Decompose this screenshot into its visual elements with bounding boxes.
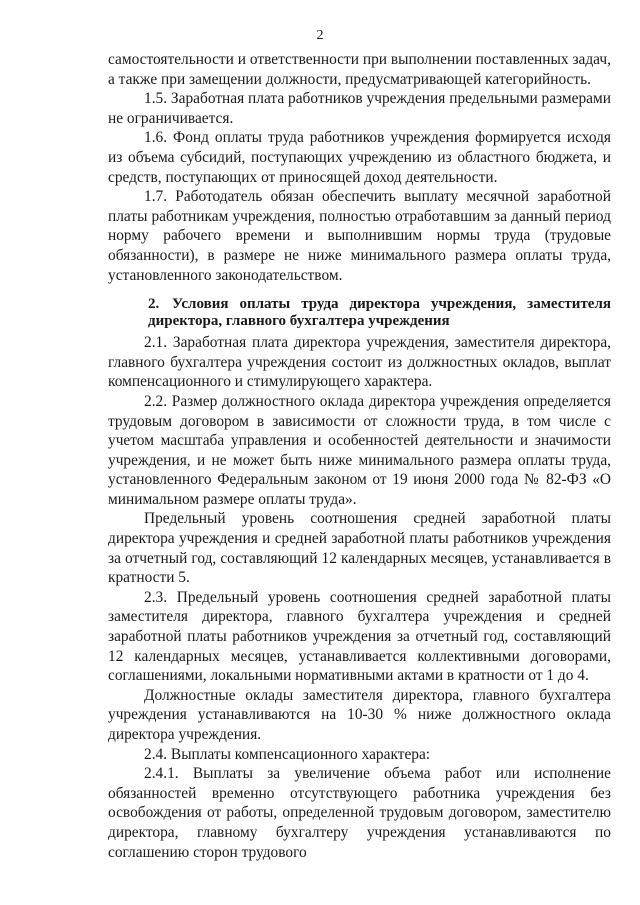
paragraph-2-3: 2.3. Предельный уровень соотношения средней заработной платы заместителя директора, главного бухгалтера учреждения и средней заработной платы работников учреждения за отчетный год, составляющий 12 календарных месяцев, устанавливается коллективными договорами, соглашениями, локальными нормативными актами в кратности от 1 до 4.	[108, 588, 611, 685]
paragraph-2-4: 2.4. Выплаты компенсационного характера:	[144, 745, 431, 763]
paragraph-2-1: 2.1. Заработная плата директора учреждения, заместителя директора, главного бухгалтера учреждения состоит из должностных окладов, выплат компенсационного и стимулирующего характера.	[108, 334, 611, 391]
paragraph-2-3-salaries: Должностные оклады заместителя директора, главного бухгалтера учреждения устанавливаются на 10-30 % ниже должностного оклада директора учреждения.	[108, 686, 611, 743]
document-body	[108, 50, 611, 862]
section-2-heading	[108, 296, 611, 329]
paragraph-2-2: 2.2. Размер должностного оклада директора учреждения определяется трудовым договором в зависимости от сложности труда, в том числе с учетом масштаба управления и особенностей деятельности и значимости учреждения, и не может быть ниже минимального размера оплаты труда, установленного Федеральным законом от 19 июня 2000 года № 82-ФЗ «О минимальном размере оплаты труда».	[108, 392, 611, 508]
section-2-number: 2.	[148, 296, 160, 313]
paragraph-1-6: 1.6. Фонд оплаты труда работников учреждения формируется исходя из объема субсидий, поступающих учреждению из областного бюджета, и средств, поступающих от приносящей доход деятельности.	[108, 129, 611, 186]
paragraph-2-2-ratio: Предельный уровень соотношения средней заработной платы директора учреждения и средней заработной платы работников учреждения за отчетный год, составляющий 12 календарных месяцев, устанавливается в кратности 5.	[108, 510, 611, 587]
page-number: 2	[316, 28, 324, 43]
section-2-title: Условия оплаты труда директора учреждения, заместителя директора, главного бухгалтера учреждения	[148, 296, 611, 329]
paragraph-2-4-1: 2.4.1. Выплаты за увеличение объема работ или исполнение обязанностей временно отсутствующего работника учреждения без освобождения от работы, определенной трудовым договором, заместителю директора, главному бухгалтеру учреждения устанавливаются по соглашению сторон трудового	[108, 765, 611, 861]
paragraph-1-7: 1.7. Работодатель обязан обеспечить выплату месячной заработной платы работникам учреждения, полностью отработавшим за данный период норму рабочего времени и выполнившим нормы труда (трудовые обязанности), в размере не ниже минимального размера оплаты труда, установленного законодательством.	[108, 188, 611, 284]
paragraph-continuation: самостоятельности и ответственности при выполнении поставленных задач, а также при замещении должности, предусматривающей категорийность.	[108, 51, 611, 88]
paragraph-1-5: 1.5. Заработная плата работников учреждения предельными размерами не ограничивается.	[108, 90, 611, 127]
